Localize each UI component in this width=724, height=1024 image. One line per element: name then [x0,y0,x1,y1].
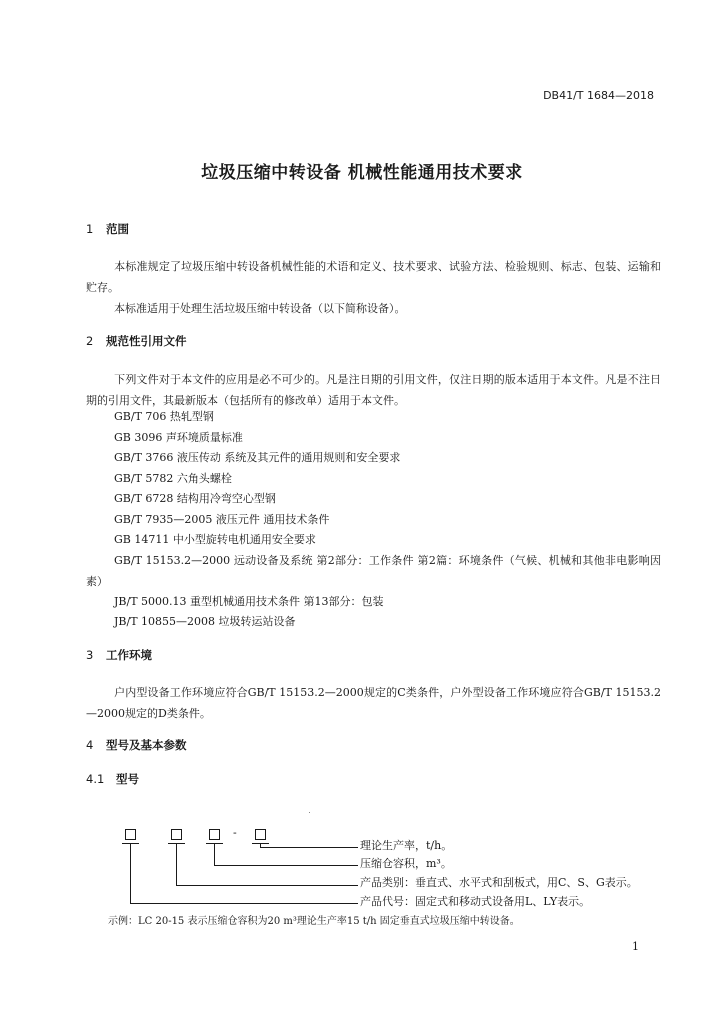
code-box [209,829,220,840]
paragraph: 户内型设备工作环境应符合GB/T 15153.2—2000规定的C类条件，户外型设备工作环境应符合GB/T 15153.2—2000规定的D类条件。 [86,686,661,720]
leader-horizontal [176,885,358,886]
reference-item: GB 3096 声环境质量标准 [114,431,243,444]
leader-horizontal [130,903,358,904]
document-code: DB41/T 1684—2018 [543,89,654,102]
leader-horizontal [260,847,358,848]
reference-item: GB 14711 中小型旋转电机通用安全要求 [114,533,316,546]
code-box [255,829,266,840]
reference-item: GB/T 6728 结构用冷弯空心型钢 [114,492,276,505]
stray-mark [309,812,310,813]
label-volume: 压缩仓容积，m³。 [360,857,452,870]
reference-item: JB/T 5000.13 重型机械通用技术条件 第13部分：包装 [114,595,384,608]
section-heading-scope: 1 范围 [86,222,129,236]
reference-item: JB/T 10855—2008 垃圾转运站设备 [114,615,296,628]
code-dash: - [233,826,237,839]
code-box [125,829,136,840]
label-productivity: 理论生产率，t/h。 [360,839,453,852]
leader-vertical [214,843,215,865]
reference-item: GB/T 3766 液压传动 系统及其元件的通用规则和安全要求 [114,451,401,464]
label-category: 产品类别：垂直式、水平式和刮板式，用C、S、G表示。 [360,876,638,889]
label-product-code: 产品代号：固定式和移动式设备用L、LY表示。 [360,895,591,908]
paragraph: 本标准适用于处理生活垃圾压缩中转设备（以下简称设备）。 [114,302,406,315]
code-box [171,829,182,840]
subsection-heading-model: 4.1 型号 [86,772,139,786]
example-note: 示例：LC 20-15 表示压缩仓容积为20 m³理论生产率15 t/h 固定垂直式垃圾压缩中转设备。 [108,916,520,927]
paragraph: 下列文件对于本文件的应用是必不可少的。凡是注日期的引用文件，仅注日期的版本适用于本文件。凡是不注日期的引用文件，其最新版本（包括所有的修改单）适用于本文件。 [86,373,661,407]
section-heading-normative-references: 2 规范性引用文件 [86,334,187,348]
section-heading-model-parameters: 4 型号及基本参数 [86,738,187,752]
reference-item: GB/T 706 热轧型钢 [114,410,214,423]
leader-vertical [176,843,177,885]
reference-item: GB/T 5782 六角头螺栓 [114,472,232,485]
page-number: 1 [632,940,639,953]
reference-item: GB/T 7935—2005 液压元件 通用技术条件 [114,513,330,526]
reference-item: GB/T 15153.2—2000 远动设备及系统 第2部分：工作条件 第2篇：环境条件（气候、机械和其他非电影响因素） [86,554,661,588]
section-heading-environment: 3 工作环境 [86,648,152,662]
paragraph: 本标准规定了垃圾压缩中转设备机械性能的术语和定义、技术要求、试验方法、检验规则、标志、包装、运输和贮存。 [86,260,661,294]
leader-vertical [130,843,131,903]
document-title: 垃圾压缩中转设备 机械性能通用技术要求 [201,163,523,183]
leader-horizontal [214,865,358,866]
